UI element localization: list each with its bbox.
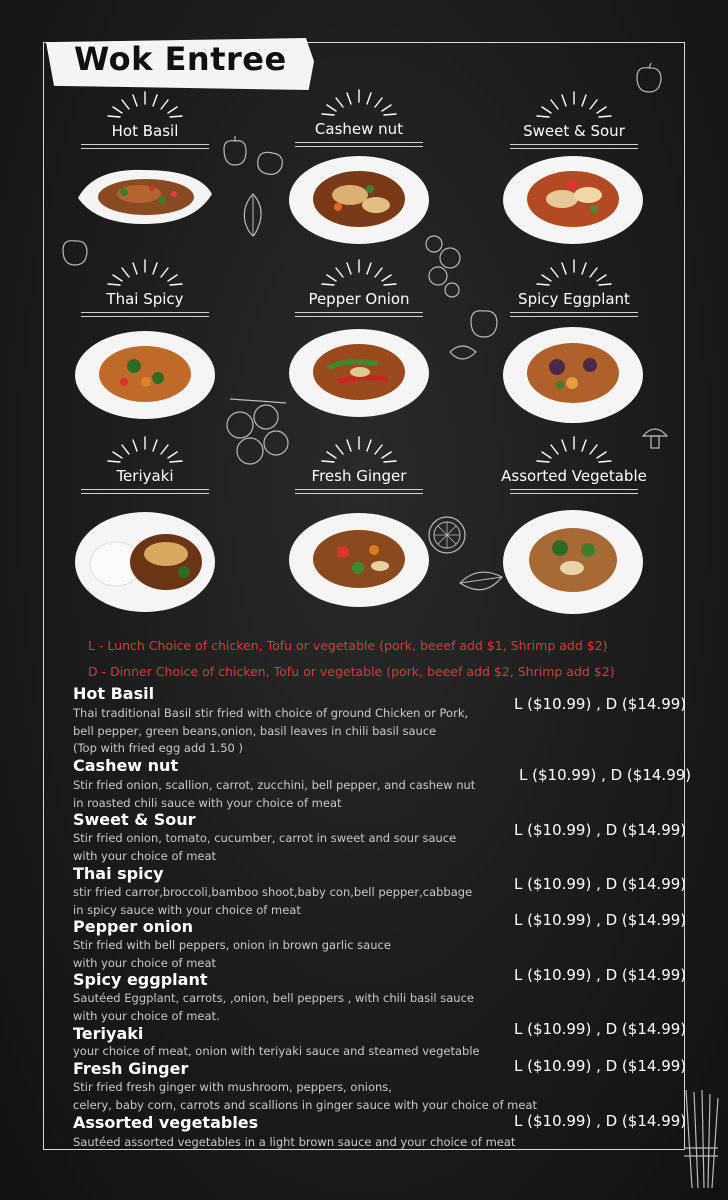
cashew-nut-photo: [288, 155, 430, 245]
menu-item-name: Sweet & Sour: [73, 810, 196, 829]
dish-label: Teriyaki: [116, 467, 174, 485]
menu-item-price: L ($10.99) , D ($14.99): [519, 766, 692, 784]
menu-item-name: Teriyaki: [73, 1024, 144, 1043]
dish-header-cashew-nut: [284, 88, 434, 147]
pepper-doodle-icon: [466, 305, 502, 341]
divider: [295, 316, 423, 317]
desc-line: in spicy sauce with your choice of meat: [73, 902, 301, 917]
sunburst-icon: [529, 90, 619, 120]
desc-line: (Top with fried egg add 1.50 ): [73, 741, 243, 755]
menu-item-desc: [73, 1079, 537, 1114]
sunburst-icon: [529, 258, 619, 288]
divider: [295, 142, 423, 143]
divider: [510, 493, 638, 494]
menu-item-name: Thai spicy: [73, 864, 164, 883]
divider: [510, 148, 638, 149]
menu-item-price: L ($10.99) , D ($14.99): [514, 1112, 687, 1130]
menu-item-desc: [73, 705, 468, 758]
menu-item-price: L ($10.99) , D ($14.99): [514, 1020, 687, 1038]
menu-item-desc: [73, 777, 475, 812]
desc-line: with your choice of meat: [73, 848, 217, 863]
sunburst-icon: [314, 258, 404, 288]
dish-header-thai-spicy: [70, 258, 220, 317]
pepper-doodle-icon: [58, 235, 92, 269]
ginger-doodle-icon: [420, 230, 468, 300]
menu-item-desc: [73, 990, 474, 1025]
desc-line: with your choice of meat.: [73, 1008, 220, 1023]
divider: [81, 489, 209, 490]
page-title: Wok Entree: [74, 40, 287, 78]
menu-item-name: Spicy eggplant: [73, 970, 208, 989]
menu-item-price: L ($10.99) , D ($14.99): [514, 911, 687, 929]
desc-line: stir fried carror,broccoli,bamboo shoot,baby con,bell pepper,cabbage: [73, 885, 473, 899]
divider: [81, 312, 209, 313]
divider: [295, 312, 423, 313]
assorted-vegetable-photo: [502, 508, 644, 616]
divider: [81, 148, 209, 149]
desc-line: Thai traditional Basil stir fried with choice of ground Chicken or Pork,: [73, 706, 469, 720]
menu-item-desc: [73, 830, 456, 865]
menu-item-price: L ($10.99) , D ($14.99): [514, 966, 687, 984]
dish-label: Spicy Eggplant: [518, 290, 630, 308]
menu-item-name: Hot Basil: [73, 684, 155, 703]
pepper-doodle-icon: [632, 62, 666, 96]
menu-item-price: L ($10.99) , D ($14.99): [514, 875, 687, 893]
sunburst-icon: [314, 88, 404, 118]
dish-label: Pepper Onion: [308, 290, 410, 308]
teriyaki-photo: [74, 510, 216, 614]
desc-line: celery, baby corn, carrots and scallions in ginger sauce with your choice of meat: [73, 1097, 537, 1112]
dish-label: Cashew nut: [314, 120, 404, 138]
mushroom-doodle-icon: [640, 422, 670, 452]
leaf-doodle-icon: [458, 565, 504, 599]
thai-spicy-photo: [74, 330, 216, 420]
menu-item-price: L ($10.99) , D ($14.99): [514, 695, 687, 713]
sweet-sour-photo: [502, 155, 644, 245]
desc-line: Stir fried fresh ginger with mushroom, peppers, onions,: [73, 1080, 392, 1094]
desc-line: bell pepper, green beans,onion, basil leaves in chili basil sauce: [73, 723, 437, 738]
dish-header-assorted-vegetable: [499, 435, 649, 494]
menu-item-name: Assorted vegetables: [73, 1113, 259, 1132]
divider: [510, 312, 638, 313]
desc-line: in roasted chili sauce with your choice of meat: [73, 795, 342, 810]
sunburst-icon: [100, 90, 190, 120]
dish-label: Assorted Vegetable: [501, 467, 647, 485]
menu-item-desc: [73, 1043, 480, 1061]
dish-header-sweet-sour: [499, 90, 649, 149]
lime-slice-doodle-icon: [426, 514, 468, 556]
menu-item-desc: [73, 937, 391, 972]
divider: [295, 493, 423, 494]
divider: [81, 493, 209, 494]
dish-label: Hot Basil: [111, 122, 179, 140]
hot-basil-photo: [74, 166, 216, 228]
sunburst-icon: [529, 435, 619, 465]
divider: [295, 146, 423, 147]
divider: [510, 316, 638, 317]
dish-label: Sweet & Sour: [523, 122, 625, 140]
dish-header-teriyaki: [70, 435, 220, 494]
sunburst-icon: [100, 435, 190, 465]
divider: [295, 489, 423, 490]
divider: [510, 489, 638, 490]
lunch-note: L - Lunch Choice of chicken, Tofu or vegetable (pork, beeef add $1, Shrimp add $2): [88, 638, 608, 653]
tomato-vine-doodle-icon: [220, 395, 294, 475]
asparagus-doodle-icon: [672, 1088, 726, 1194]
pepper-doodle-icon: [218, 135, 252, 169]
dish-header-hot-basil: [70, 90, 220, 149]
menu-item-name: Fresh Ginger: [73, 1059, 189, 1078]
desc-line: Stir fried onion, scallion, carrot, zucchini, bell pepper, and cashew nut: [73, 778, 476, 792]
menu-item-desc: [73, 1134, 515, 1152]
desc-line: Sautéed Eggplant, carrots, ,onion, bell peppers , with chili basil sauce: [73, 991, 474, 1005]
dish-header-fresh-ginger: [284, 435, 434, 494]
dish-header-pepper-onion: [284, 258, 434, 317]
dish-header-spicy-eggplant: [499, 258, 649, 317]
dish-label: Fresh Ginger: [311, 467, 407, 485]
divider: [81, 144, 209, 145]
divider: [81, 316, 209, 317]
desc-line: Stir fried onion, tomato, cucumber, carrot in sweet and sour sauce: [73, 831, 457, 845]
menu-item-name: Cashew nut: [73, 756, 179, 775]
dish-label: Thai Spicy: [106, 290, 184, 308]
desc-line: Stir fried with bell peppers, onion in brown garlic sauce: [73, 938, 391, 952]
menu-item-desc: [73, 884, 472, 919]
menu-item-price: L ($10.99) , D ($14.99): [514, 821, 687, 839]
desc-line: with your choice of meat: [73, 955, 217, 970]
fresh-ginger-photo: [288, 512, 430, 608]
desc-line: Sautéed assorted vegetables in a light brown sauce and your choice of meat: [73, 1135, 516, 1149]
pepper-onion-photo: [288, 328, 430, 418]
leaf-doodle-icon: [448, 338, 478, 368]
divider: [510, 144, 638, 145]
sunburst-icon: [314, 435, 404, 465]
spicy-eggplant-photo: [502, 325, 644, 425]
dinner-note: D - Dinner Choice of chicken, Tofu or vegetable (pork, beeef add $2, Shrimp add $2): [88, 664, 615, 679]
leaf-doodle-icon: [240, 192, 266, 238]
desc-line: your choice of meat, onion with teriyaki sauce and steamed vegetable: [73, 1044, 480, 1058]
menu-item-name: Pepper onion: [73, 917, 194, 936]
pepper-doodle-icon: [254, 148, 288, 178]
sunburst-icon: [100, 258, 190, 288]
menu-item-price: L ($10.99) , D ($14.99): [514, 1057, 687, 1075]
